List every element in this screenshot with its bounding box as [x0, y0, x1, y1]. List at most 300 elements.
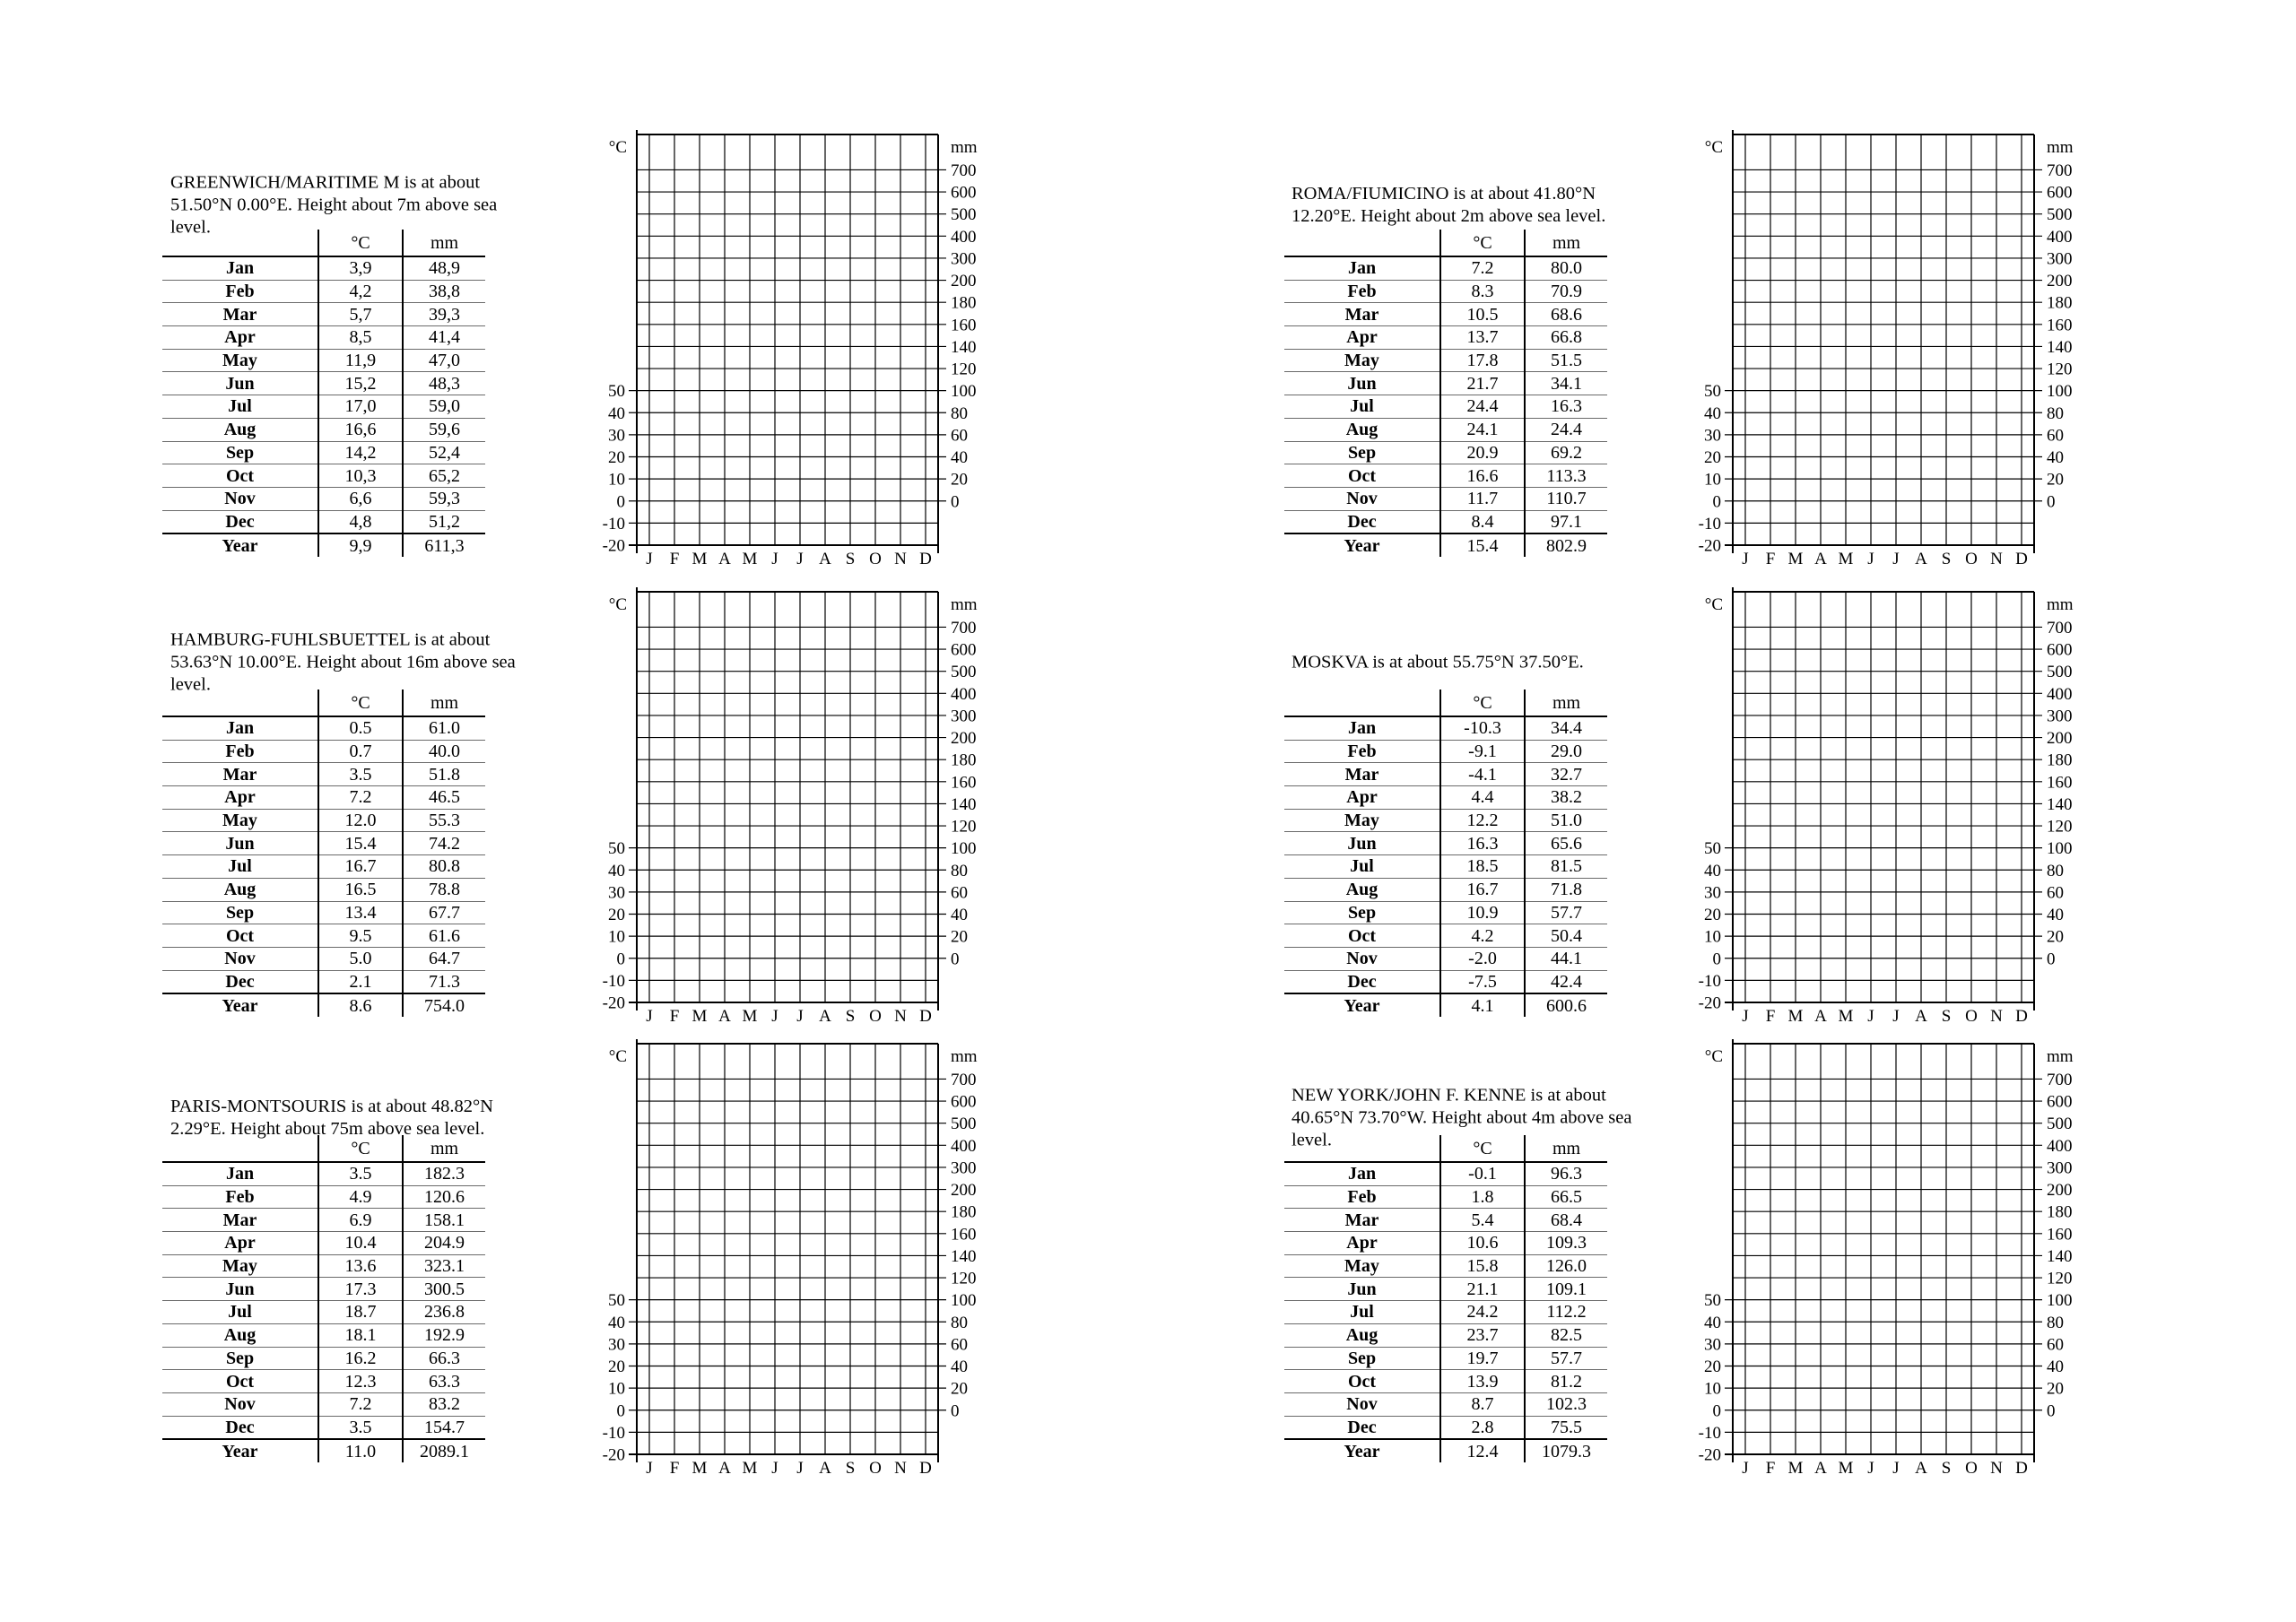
- temp-value-cell: 10.9: [1440, 901, 1525, 924]
- month-label-cell: Oct: [162, 464, 318, 488]
- month-label-cell: Feb: [162, 280, 318, 303]
- temp-value-cell: 10.6: [1440, 1232, 1525, 1255]
- month-label-cell: Oct: [162, 924, 318, 948]
- temp-axis-tick: 30: [608, 426, 625, 446]
- month-column-header: [162, 1135, 318, 1162]
- precip-value-cell: 75.5: [1525, 1416, 1607, 1439]
- month-axis-label: M: [1787, 1007, 1804, 1026]
- precip-value-cell: 51.0: [1525, 809, 1607, 832]
- temp-value-cell: 13.4: [318, 901, 403, 924]
- precip-axis-tick: 120: [2047, 1269, 2073, 1288]
- temp-axis-tick: -20: [1698, 993, 1721, 1013]
- precip-axis-tick: 60: [2047, 883, 2064, 903]
- month-label-cell: Dec: [162, 1416, 318, 1439]
- month-label-cell: Aug: [1284, 878, 1440, 901]
- year-temp-cell: 4.1: [1440, 993, 1525, 1017]
- description-line: 40.65°N 73.70°W. Height about 4m above sea: [1292, 1107, 1632, 1128]
- temp-value-cell: 0.7: [318, 740, 403, 763]
- precip-value-cell: 80.0: [1525, 256, 1607, 280]
- climate-chart: [1670, 1035, 2092, 1483]
- precip-axis-tick: 140: [951, 337, 977, 357]
- precip-axis-tick: 60: [951, 1335, 968, 1355]
- precip-value-cell: 96.3: [1525, 1162, 1607, 1185]
- temp-value-cell: 16.5: [318, 878, 403, 901]
- precip-axis-tick: 180: [951, 1202, 977, 1222]
- table-row: [1284, 809, 1607, 832]
- temp-value-cell: 17,0: [318, 395, 403, 419]
- month-label-cell: Sep: [1284, 901, 1440, 924]
- month-label-cell: May: [162, 349, 318, 372]
- precip-value-cell: 70.9: [1525, 280, 1607, 303]
- precip-axis-tick: 700: [2047, 160, 2073, 180]
- precip-value-cell: 34.4: [1525, 716, 1607, 740]
- station-description: [1292, 183, 1605, 228]
- temp-value-cell: 4,8: [318, 510, 403, 533]
- precip-axis-unit: mm: [951, 595, 978, 614]
- table-header-row: [1284, 690, 1607, 716]
- table-header-row: [1284, 1135, 1607, 1162]
- month-label-cell: Mar: [162, 303, 318, 326]
- year-label-cell: Year: [1344, 535, 1380, 556]
- month-axis-label: J: [646, 1459, 653, 1478]
- month-axis-label: J: [771, 550, 778, 568]
- table-row: [1284, 924, 1607, 948]
- temp-axis-tick: 40: [608, 403, 625, 423]
- description-line: level.: [170, 674, 211, 695]
- precip-value-cell: 65.6: [1525, 832, 1607, 855]
- precip-axis-tick: 140: [951, 1246, 977, 1266]
- precip-value-cell: 66.3: [403, 1347, 485, 1370]
- year-precip-cell: 754.0: [403, 993, 485, 1017]
- temp-value-cell: 11.7: [1440, 487, 1525, 510]
- precip-axis-tick: 500: [2047, 205, 2073, 225]
- table-row: [162, 855, 485, 879]
- month-axis-label: M: [1838, 1007, 1854, 1026]
- climate-table: [162, 690, 485, 1017]
- month-label-cell: Jul: [1284, 855, 1440, 879]
- month-axis-label: N: [1990, 1007, 2003, 1026]
- table-row: [162, 303, 485, 326]
- table-header-row: [162, 230, 485, 256]
- year-label-cell: Year: [1344, 995, 1380, 1016]
- climate-table: [1284, 1135, 1607, 1462]
- climate-table-wrap: [1284, 1135, 1607, 1462]
- table-row-year: [1284, 993, 1607, 1017]
- precip-column-header: mm: [1525, 690, 1607, 716]
- precip-axis-tick: 180: [951, 293, 977, 313]
- table-row-year: [162, 533, 485, 557]
- table-row: [162, 1209, 485, 1232]
- month-axis-label: F: [1765, 550, 1776, 568]
- precip-axis-tick: 60: [2047, 1335, 2064, 1355]
- climate-chart: [1670, 126, 2092, 574]
- month-label-cell: Feb: [1284, 1185, 1440, 1209]
- month-label-cell: Oct: [1284, 1370, 1440, 1393]
- precip-value-cell: 300.5: [403, 1278, 485, 1301]
- table-row: [162, 1254, 485, 1278]
- precip-value-cell: 81.2: [1525, 1370, 1607, 1393]
- temp-value-cell: 20.9: [1440, 441, 1525, 464]
- precip-value-cell: 64.7: [403, 947, 485, 970]
- temp-value-cell: 8.7: [1440, 1392, 1525, 1416]
- precip-axis-tick: 160: [951, 1225, 977, 1245]
- table-row: [162, 901, 485, 924]
- precip-axis-tick: 500: [951, 663, 977, 682]
- month-axis-label: F: [1765, 1459, 1776, 1478]
- month-label-cell: Aug: [1284, 418, 1440, 441]
- table-row: [162, 740, 485, 763]
- precip-axis-tick: 600: [951, 183, 977, 203]
- month-label-cell: Apr: [162, 786, 318, 810]
- precip-value-cell: 46.5: [403, 786, 485, 810]
- temp-value-cell: 10,3: [318, 464, 403, 488]
- month-axis-label: F: [669, 550, 680, 568]
- month-label-cell: Nov: [162, 487, 318, 510]
- temp-value-cell: 9.5: [318, 924, 403, 948]
- temp-axis-tick: -20: [602, 536, 625, 556]
- description-line: NEW YORK/JOHN F. KENNE is at about: [1292, 1085, 1606, 1106]
- temp-value-cell: 16.7: [1440, 878, 1525, 901]
- table-row: [1284, 716, 1607, 740]
- temp-axis-tick: 30: [1704, 426, 1721, 446]
- table-row: [162, 1232, 485, 1255]
- month-axis-label: S: [845, 1007, 856, 1026]
- precip-axis-tick: 700: [951, 618, 977, 638]
- temp-value-cell: 12.0: [318, 809, 403, 832]
- precip-value-cell: 34.1: [1525, 372, 1607, 395]
- month-axis-label: J: [1867, 1459, 1874, 1478]
- temp-axis-tick: 50: [1704, 382, 1721, 402]
- precip-column-header: mm: [403, 230, 485, 256]
- month-axis-label: O: [869, 1459, 882, 1478]
- month-label-cell: Mar: [1284, 763, 1440, 786]
- temp-value-cell: 24.4: [1440, 395, 1525, 419]
- temp-axis-tick: 10: [1704, 1379, 1721, 1399]
- temp-value-cell: 5.4: [1440, 1209, 1525, 1232]
- month-axis-label: J: [1892, 1007, 1900, 1026]
- month-axis-label: A: [1814, 1007, 1827, 1026]
- precip-axis-tick: 20: [951, 1379, 968, 1399]
- month-axis-label: J: [646, 1007, 653, 1026]
- table-row: [1284, 418, 1607, 441]
- month-column-header: [162, 690, 318, 716]
- climate-table-wrap: [162, 230, 485, 557]
- temp-value-cell: 12.2: [1440, 809, 1525, 832]
- month-label-cell: Jun: [1284, 372, 1440, 395]
- table-row: [162, 878, 485, 901]
- table-row: [1284, 1323, 1607, 1347]
- month-axis-label: A: [819, 1007, 831, 1026]
- temp-axis-tick: 0: [1712, 1401, 1721, 1421]
- month-axis-label: A: [1915, 550, 1927, 568]
- climate-chart: [574, 126, 996, 574]
- climate-table-wrap: [162, 1135, 485, 1462]
- temp-value-cell: 18.7: [318, 1301, 403, 1324]
- climate-chart: [1670, 583, 2092, 1031]
- precip-axis-unit: mm: [2047, 138, 2074, 157]
- month-label-cell: Nov: [162, 947, 318, 970]
- year-label-cell: Year: [1344, 1441, 1380, 1462]
- table-row: [162, 716, 485, 740]
- month-axis-label: N: [1990, 1459, 2003, 1478]
- temp-value-cell: 1.8: [1440, 1185, 1525, 1209]
- temp-axis-tick: -20: [602, 1445, 625, 1465]
- table-row: [162, 763, 485, 786]
- precip-value-cell: 80.8: [403, 855, 485, 879]
- month-label-cell: Nov: [162, 1392, 318, 1416]
- month-axis-label: D: [919, 1459, 932, 1478]
- table-header-row: [162, 690, 485, 716]
- month-axis-label: M: [691, 550, 708, 568]
- table-row: [1284, 947, 1607, 970]
- precip-axis-tick: 200: [2047, 1181, 2073, 1201]
- month-axis-label: M: [691, 1007, 708, 1026]
- month-axis-label: S: [1941, 1007, 1952, 1026]
- month-axis-label: M: [1838, 550, 1854, 568]
- month-label-cell: Jun: [1284, 1278, 1440, 1301]
- precip-axis-tick: 60: [951, 883, 968, 903]
- temp-axis-tick: 40: [1704, 1313, 1721, 1332]
- precip-axis-tick: 0: [2047, 950, 2056, 969]
- temp-value-cell: 18.1: [318, 1323, 403, 1347]
- month-label-cell: Jun: [162, 832, 318, 855]
- temp-axis-unit: °C: [608, 1047, 627, 1066]
- temp-axis-tick: 40: [1704, 403, 1721, 423]
- year-temp-cell: 8.6: [318, 993, 403, 1017]
- climate-table: [162, 230, 485, 557]
- month-axis-label: N: [894, 1007, 907, 1026]
- month-label-cell: Jul: [1284, 1301, 1440, 1324]
- precip-axis-tick: 500: [2047, 1115, 2073, 1134]
- temp-value-cell: 16.3: [1440, 832, 1525, 855]
- precip-value-cell: 59,0: [403, 395, 485, 419]
- table-row: [1284, 510, 1607, 533]
- month-label-cell: Jan: [162, 1162, 318, 1185]
- month-axis-label: J: [1892, 1459, 1900, 1478]
- precip-axis-tick: 100: [2047, 839, 2073, 859]
- precip-axis-tick: 80: [2047, 861, 2064, 880]
- temp-value-cell: 5.0: [318, 947, 403, 970]
- precip-value-cell: 82.5: [1525, 1323, 1607, 1347]
- month-label-cell: Dec: [1284, 510, 1440, 533]
- table-row: [1284, 1209, 1607, 1232]
- precip-column-header: mm: [1525, 230, 1607, 256]
- month-column-header: [162, 230, 318, 256]
- temp-value-cell: 16.6: [1440, 464, 1525, 488]
- month-axis-label: M: [742, 550, 758, 568]
- table-row: [1284, 349, 1607, 372]
- table-row: [1284, 326, 1607, 350]
- month-axis-label: A: [1915, 1459, 1927, 1478]
- month-label-cell: Sep: [1284, 441, 1440, 464]
- precip-axis-tick: 600: [2047, 640, 2073, 660]
- precip-axis-tick: 200: [2047, 272, 2073, 291]
- precip-column-header: mm: [403, 690, 485, 716]
- precip-axis-tick: 300: [2047, 1158, 2073, 1178]
- precip-axis-tick: 0: [951, 950, 960, 969]
- temp-axis-tick: 0: [616, 492, 625, 512]
- table-row-year: [162, 1439, 485, 1462]
- table-row-year: [1284, 1439, 1607, 1462]
- temp-axis-unit: °C: [1704, 138, 1723, 157]
- precip-value-cell: 109.3: [1525, 1232, 1607, 1255]
- month-axis-label: F: [1765, 1007, 1776, 1026]
- temp-value-cell: 7.2: [318, 786, 403, 810]
- precip-value-cell: 68.4: [1525, 1209, 1607, 1232]
- table-header-row: [1284, 230, 1607, 256]
- month-axis-label: S: [1941, 550, 1952, 568]
- temp-value-cell: -2.0: [1440, 947, 1525, 970]
- precip-axis-tick: 0: [951, 492, 960, 512]
- precip-axis-tick: 40: [951, 448, 968, 468]
- climate-table-wrap: [162, 690, 485, 1017]
- month-label-cell: Apr: [1284, 786, 1440, 810]
- temp-value-cell: 10.5: [1440, 303, 1525, 326]
- temp-axis-tick: 50: [608, 1291, 625, 1311]
- month-axis-label: M: [1838, 1459, 1854, 1478]
- temp-axis-tick: -20: [1698, 536, 1721, 556]
- table-row: [1284, 901, 1607, 924]
- precip-axis-tick: 700: [2047, 618, 2073, 638]
- precip-value-cell: 61.0: [403, 716, 485, 740]
- temp-value-cell: 0.5: [318, 716, 403, 740]
- temp-axis-tick: 40: [1704, 861, 1721, 880]
- precip-axis-tick: 200: [2047, 729, 2073, 749]
- year-label-cell: Year: [222, 1441, 258, 1462]
- temp-value-cell: -7.5: [1440, 970, 1525, 993]
- month-axis-label: O: [1965, 1007, 1978, 1026]
- temp-value-cell: 4.4: [1440, 786, 1525, 810]
- description-line: 51.50°N 0.00°E. Height about 7m above sea: [170, 195, 498, 215]
- precip-axis-tick: 700: [951, 1070, 977, 1089]
- month-axis-label: O: [1965, 1459, 1978, 1478]
- description-line: 53.63°N 10.00°E. Height about 16m above sea: [170, 652, 516, 672]
- description-line: HAMBURG-FUHLSBUETTEL is at about: [170, 629, 491, 650]
- temp-value-cell: -9.1: [1440, 740, 1525, 763]
- temp-value-cell: 15.8: [1440, 1254, 1525, 1278]
- month-label-cell: May: [1284, 1254, 1440, 1278]
- precip-value-cell: 44.1: [1525, 947, 1607, 970]
- precip-axis-tick: 80: [2047, 403, 2064, 423]
- month-axis-label: J: [771, 1007, 778, 1026]
- temp-column-header: °C: [1440, 1135, 1525, 1162]
- temp-axis-unit: °C: [608, 138, 627, 157]
- month-label-cell: Oct: [162, 1370, 318, 1393]
- precip-axis-unit: mm: [2047, 595, 2074, 614]
- precip-axis-unit: mm: [2047, 1047, 2074, 1066]
- precip-axis-tick: 400: [2047, 227, 2073, 247]
- table-row: [1284, 395, 1607, 419]
- precip-value-cell: 39,3: [403, 303, 485, 326]
- month-axis-label: J: [1867, 1007, 1874, 1026]
- precip-value-cell: 48,9: [403, 256, 485, 280]
- month-axis-label: S: [1941, 1459, 1952, 1478]
- precip-axis-tick: 160: [951, 773, 977, 793]
- precip-value-cell: 120.6: [403, 1185, 485, 1209]
- precip-value-cell: 65,2: [403, 464, 485, 488]
- month-label-cell: Aug: [162, 1323, 318, 1347]
- table-row: [1284, 280, 1607, 303]
- precip-axis-tick: 600: [2047, 183, 2073, 203]
- temp-value-cell: 2.8: [1440, 1416, 1525, 1439]
- precip-axis-tick: 700: [2047, 1070, 2073, 1089]
- table-row: [162, 418, 485, 441]
- month-label-cell: May: [1284, 809, 1440, 832]
- precip-axis-tick: 500: [951, 205, 977, 225]
- precip-axis-tick: 20: [2047, 470, 2064, 490]
- month-axis-label: M: [691, 1459, 708, 1478]
- precip-value-cell: 112.2: [1525, 1301, 1607, 1324]
- precip-axis-tick: 300: [951, 1158, 977, 1178]
- temp-value-cell: 24.1: [1440, 418, 1525, 441]
- precip-value-cell: 83.2: [403, 1392, 485, 1416]
- precip-axis-tick: 160: [951, 316, 977, 335]
- temp-axis-tick: 20: [1704, 448, 1721, 468]
- precip-value-cell: 204.9: [403, 1232, 485, 1255]
- precip-axis-tick: 40: [2047, 448, 2064, 468]
- table-row: [1284, 464, 1607, 488]
- table-row: [1284, 441, 1607, 464]
- month-label-cell: Feb: [1284, 740, 1440, 763]
- temp-value-cell: 3.5: [318, 763, 403, 786]
- table-row: [162, 1185, 485, 1209]
- temp-axis-tick: 0: [616, 950, 625, 969]
- temp-value-cell: 18.5: [1440, 855, 1525, 879]
- month-axis-label: J: [1742, 1459, 1749, 1478]
- temp-value-cell: -10.3: [1440, 716, 1525, 740]
- temp-value-cell: 11,9: [318, 349, 403, 372]
- table-row: [1284, 487, 1607, 510]
- temp-axis-tick: 30: [608, 883, 625, 903]
- temp-axis-tick: 10: [608, 927, 625, 947]
- table-row: [162, 349, 485, 372]
- table-row: [1284, 832, 1607, 855]
- temp-axis-tick: 0: [1712, 492, 1721, 512]
- temp-axis-tick: -10: [1698, 971, 1721, 991]
- table-row: [162, 395, 485, 419]
- precip-axis-tick: 80: [951, 1313, 968, 1332]
- month-label-cell: May: [162, 1254, 318, 1278]
- precip-value-cell: 59,6: [403, 418, 485, 441]
- month-axis-label: M: [742, 1007, 758, 1026]
- temp-axis-tick: -20: [602, 993, 625, 1013]
- temp-axis-tick: 10: [608, 470, 625, 490]
- precip-value-cell: 69.2: [1525, 441, 1607, 464]
- year-temp-cell: 11.0: [318, 1439, 403, 1462]
- month-label-cell: Dec: [1284, 970, 1440, 993]
- precip-value-cell: 29.0: [1525, 740, 1607, 763]
- table-row: [162, 1416, 485, 1439]
- temp-value-cell: 12.3: [318, 1370, 403, 1393]
- temp-axis-tick: -10: [602, 971, 625, 991]
- climate-table: [162, 1135, 485, 1462]
- precip-axis-tick: 20: [951, 927, 968, 947]
- month-axis-label: A: [718, 1007, 731, 1026]
- temp-axis-tick: -20: [1698, 1445, 1721, 1465]
- month-label-cell: Aug: [162, 418, 318, 441]
- month-label-cell: Jan: [1284, 256, 1440, 280]
- precip-value-cell: 57.7: [1525, 901, 1607, 924]
- precip-axis-tick: 60: [951, 426, 968, 446]
- temp-value-cell: 16.2: [318, 1347, 403, 1370]
- month-axis-label: D: [2015, 1007, 2028, 1026]
- month-axis-label: O: [869, 1007, 882, 1026]
- precip-axis-tick: 300: [2047, 707, 2073, 726]
- month-axis-label: F: [669, 1459, 680, 1478]
- temp-value-cell: -4.1: [1440, 763, 1525, 786]
- temp-axis-tick: 0: [616, 1401, 625, 1421]
- table-row: [1284, 763, 1607, 786]
